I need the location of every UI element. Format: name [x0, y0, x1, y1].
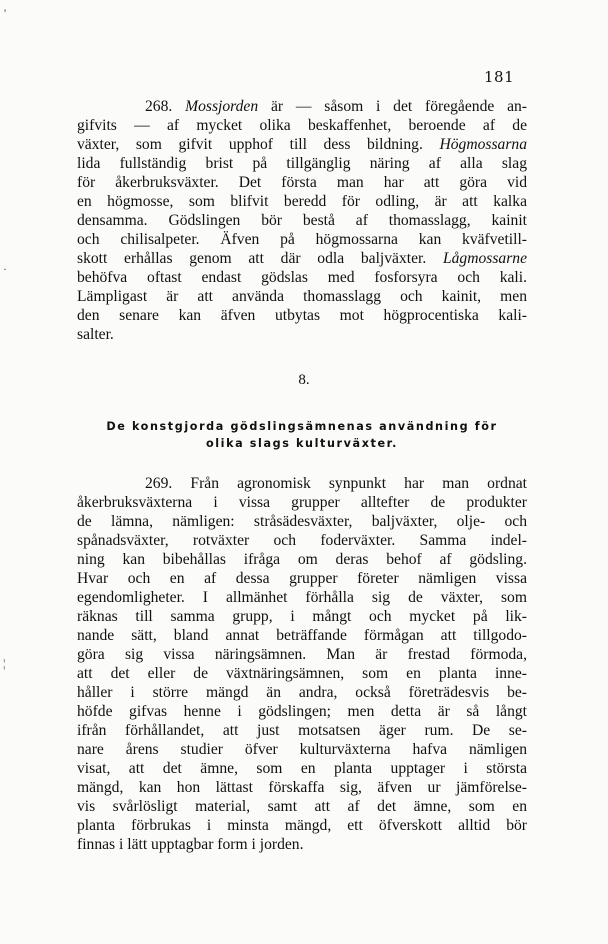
- text-line: Hvar och en af dessa grupper företer nämligen vissa: [77, 570, 527, 587]
- text-line: vis svårlösligt material, samt att af det ämne, som en: [77, 798, 527, 815]
- text-line: [77, 287, 527, 306]
- margin-speck: ¦: [3, 656, 6, 670]
- text-line: ifrån förhållandet, att just motsatsen äger rum. De se-: [77, 722, 527, 739]
- text-run: för åkerbruksväxter. Det första man har att göra vid: [77, 174, 527, 191]
- text-line: finnas i lätt upptagbar form i jorden.: [77, 836, 304, 853]
- text-line: nare årens studier öfver kulturväxterna hafva nämligen: [77, 741, 527, 758]
- margin-speck: ': [4, 6, 7, 20]
- text-run: är — såsom i det föregående an-: [258, 98, 527, 115]
- text-line: [77, 192, 527, 211]
- text-run: växter, som gifvit upphof till dess bildning.: [77, 136, 440, 153]
- text-line: göra sig vissa näringsämnen. Man är frestad förmoda,: [77, 646, 527, 663]
- text-run: lida fullständig brist på tillgänglig näring af alla slag: [77, 155, 527, 172]
- text-line: håller i större mängd än andra, också företrädesvis be-: [77, 684, 527, 701]
- text-line: [77, 116, 527, 135]
- text-run: salter.: [77, 326, 114, 343]
- text-run: skott erhållas genom att där odla baljväxter.: [77, 250, 443, 267]
- text-run: gifvits — af mycket olika beskaffenhet, beroende af de: [77, 117, 527, 134]
- text-line: [77, 154, 527, 173]
- paragraph-269: [77, 474, 527, 854]
- section-heading: [77, 418, 527, 452]
- text-line: att det eller de växtnäringsämnen, som en planta inne-: [77, 665, 527, 682]
- text-run: Lämpligast är att använda thomasslagg och kainit, men: [77, 288, 527, 305]
- text-run: den senare kan äfven utbytas mot högprocentiska kali-: [77, 307, 527, 324]
- text-line: [77, 325, 527, 344]
- text-run: 268.: [145, 98, 186, 115]
- section-heading-line-2: olika slags kulturväxter.: [205, 437, 399, 450]
- text-line: [77, 230, 527, 249]
- text-line: [77, 211, 527, 230]
- text-run: en högmosse, som blifvit beredd för odling, är att kalka: [77, 193, 527, 210]
- text-run: och chilisalpeter. Äfven på högmossarna kan kväfvetill-: [77, 231, 527, 248]
- text-line: egendomligheter. I allmänhet förhålla sig de växter, som: [77, 589, 527, 606]
- page-number: 181: [484, 68, 515, 86]
- text-line: 269. Från agronomisk synpunkt har man ordnat: [145, 475, 527, 492]
- text-line: höfde gifvas henne i gödslingen; men detta är så långt: [77, 703, 527, 720]
- text-line: [77, 135, 527, 154]
- paragraph-268: [77, 97, 527, 344]
- text-line: [77, 173, 527, 192]
- italic-term: Mossjorden: [185, 98, 259, 115]
- text-line: åkerbruksväxterna i vissa grupper alltefter de produkter: [77, 494, 527, 511]
- text-line: räknas till samma grupp, i mångt och mycket på lik-: [77, 608, 527, 625]
- text-run: densamma. Gödslingen bör bestå af thomasslagg, kainit: [77, 212, 527, 229]
- section-number: 8.: [298, 372, 310, 388]
- margin-speck: ·: [3, 262, 7, 276]
- text-line: [77, 249, 527, 268]
- italic-term: Lågmossarne: [442, 250, 527, 267]
- text-line: visat, att det ämne, som en planta upptager i största: [77, 760, 527, 777]
- text-line: de lämna, nämligen: stråsädesväxter, baljväxter, olje- och: [77, 513, 527, 530]
- text-line: planta förbrukas i minsta mängd, ett öfverskott alltid bör: [77, 817, 527, 834]
- text-line: [77, 268, 527, 287]
- section-heading-line-1: De konstgjorda gödslingsämnenas användning för: [106, 420, 498, 433]
- text-line: [77, 306, 527, 325]
- text-line: ning kan bibehållas ifråga om deras behof af gödsling.: [77, 551, 527, 568]
- text-line: nande sätt, bland annat beträffande förmågan att tillgodo-: [77, 627, 527, 644]
- text-line: mängd, kan hon lättast förskaffa sig, äfven ur jämförelse-: [77, 779, 527, 796]
- text-line: [77, 97, 527, 116]
- italic-term: Högmossarna: [439, 136, 527, 153]
- text-line: spånadsväxter, rotväxter och foderväxter. Samma indel-: [77, 532, 527, 549]
- text-run: behöfva oftast endast gödslas med fosforsyra och kali.: [77, 269, 527, 286]
